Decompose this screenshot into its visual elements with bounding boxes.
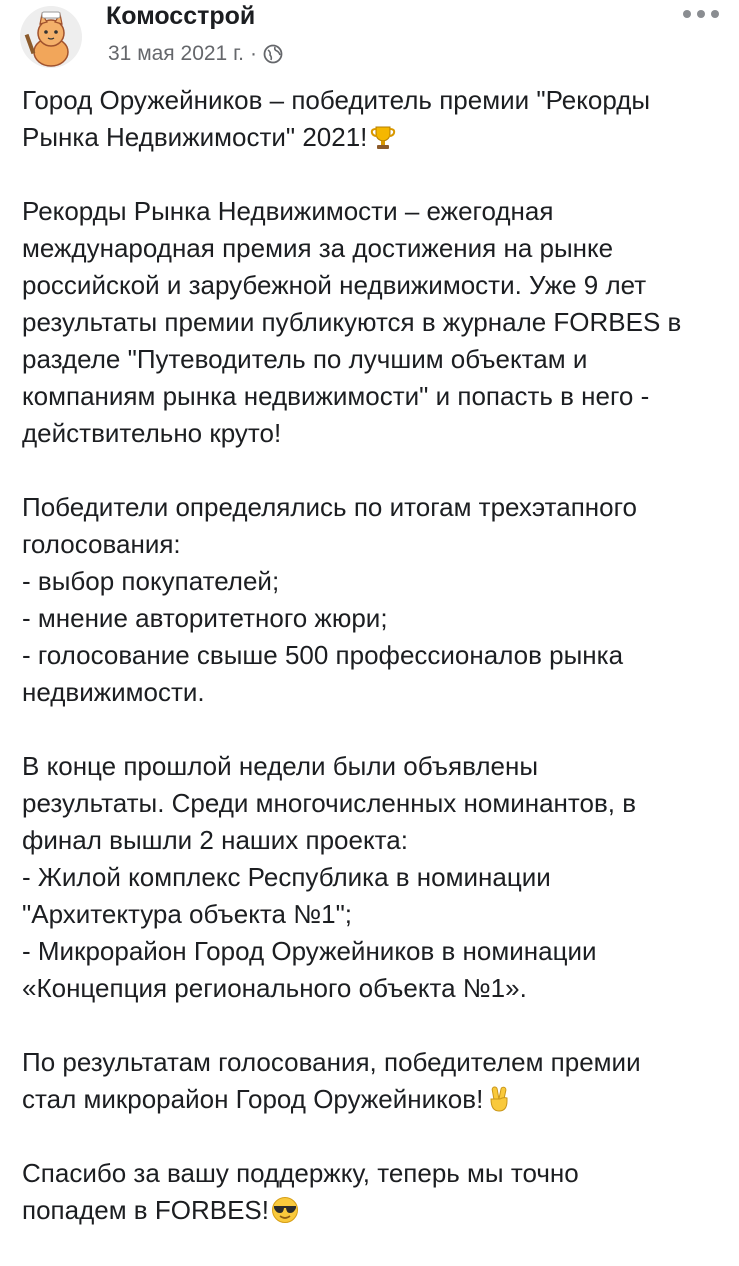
text-line: результаты премии публикуются в журнале FORBES в [22, 307, 682, 337]
text-line: Спасибо за вашу поддержку, теперь мы точно [22, 1158, 579, 1188]
text-line: компаниям рынка недвижимости" и попасть в него - [22, 381, 650, 411]
list-item: - мнение авторитетного жюри; [22, 603, 388, 633]
more-options-icon[interactable] [683, 10, 719, 20]
trophy-emoji-icon [369, 123, 397, 151]
text-line: международная премия за достижения на рынке [22, 233, 614, 263]
victory-hand-emoji-icon [485, 1085, 513, 1113]
list-item: - Микрорайон Город Оружейников в номинации [22, 936, 597, 966]
post-body [22, 82, 722, 1266]
paragraph-4 [22, 748, 722, 1007]
text-line-with-emoji [22, 1192, 722, 1229]
text-line-with-emoji [22, 119, 722, 156]
text-line: голосования: [22, 529, 181, 559]
text-line: финал вышли 2 наших проекта: [22, 825, 408, 855]
text-line: недвижимости. [22, 677, 205, 707]
paragraph-1 [22, 82, 722, 156]
text-line: "Архитектура объекта №1"; [22, 899, 353, 929]
sunglasses-emoji-icon [271, 1196, 299, 1224]
paragraph-2 [22, 193, 722, 452]
list-item: - Жилой комплекс Республика в номинации [22, 862, 551, 892]
post-date[interactable]: 31 мая 2021 г. [108, 42, 244, 65]
list-item: - голосование свыше 500 профессионалов рынка [22, 640, 624, 670]
text-line: В конце прошлой недели были объявлены [22, 751, 539, 781]
text-line: результаты. Среди многочисленных номинантов, в [22, 788, 637, 818]
cat-avatar-icon[interactable] [20, 6, 82, 68]
text-line: Победители определялись по итогам трехэтапного [22, 492, 637, 522]
text-line: Рекорды Рынка Недвижимости – ежегодная [22, 196, 554, 226]
text-line: По результатам голосования, победителем премии [22, 1047, 641, 1077]
text-line: российской и зарубежной недвижимости. Уже 9 лет [22, 270, 647, 300]
text-line: стал микрорайон Город Оружейников! [22, 1084, 484, 1114]
text-line: разделе "Путеводитель по лучшим объектам и [22, 344, 588, 374]
text-line: действительно круто! [22, 418, 282, 448]
text-line: Рынка Недвижимости" 2021! [22, 122, 368, 152]
globe-icon [263, 44, 283, 64]
paragraph-5 [22, 1044, 722, 1118]
paragraph-3 [22, 489, 722, 711]
text-line: попадем в FORBES! [22, 1195, 269, 1225]
meta-separator: · [250, 42, 257, 65]
text-line-with-emoji [22, 1081, 722, 1118]
paragraph-6 [22, 1155, 722, 1229]
post-meta [108, 42, 283, 66]
list-item: - выбор покупателей; [22, 566, 280, 596]
text-line: «Концепция регионального объекта №1». [22, 973, 527, 1003]
text-line: Город Оружейников – победитель премии "Рекорды [22, 85, 651, 115]
post-header [0, 0, 739, 80]
author-name[interactable]: Комосстрой [106, 2, 256, 30]
